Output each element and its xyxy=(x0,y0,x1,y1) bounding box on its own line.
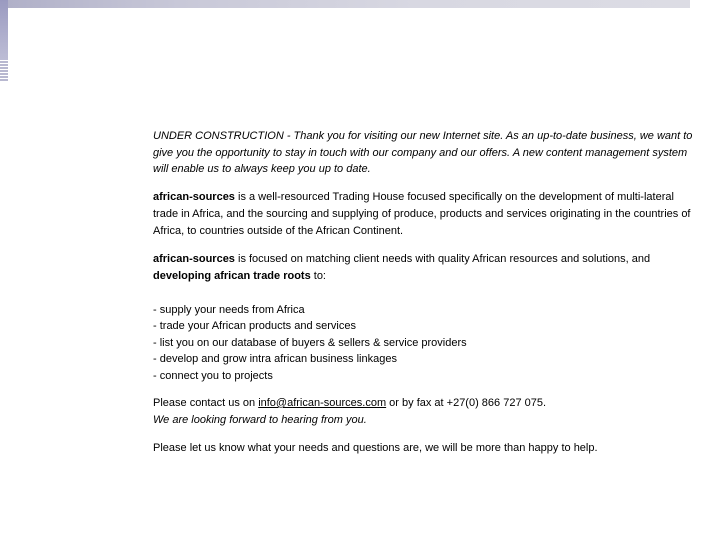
list-item: - develop and grow intra african business linkages xyxy=(153,353,397,365)
help-paragraph: Please let us know what your needs and questions are, we will be more than happy to help. xyxy=(153,442,598,454)
corner-notch xyxy=(8,8,12,12)
list-item: - supply your needs from Africa xyxy=(153,303,305,316)
construction-notice: UNDER CONSTRUCTION - Thank you for visiting our new Internet site. As an up-to-date business, we want to give you the opportunity to stay in touch with our company and our offers. A new content management system will enable us to always keep you up to date. xyxy=(153,130,693,175)
brand-name: african-sources xyxy=(153,190,235,203)
about-text: is a well-resourced Trading House focused specifically on the development of multi-lateral trade in Africa, and the sourcing and supplying of produce, products and services originating in the countries of Africa, to countries outside of the African Continent. xyxy=(153,190,691,237)
services-list xyxy=(153,302,693,385)
brand-name: african-sources xyxy=(153,252,235,265)
left-decorative-stripes xyxy=(0,60,8,81)
contact-text-before: Please contact us on xyxy=(153,397,259,409)
top-decorative-bar xyxy=(8,0,690,8)
contact-closing: We are looking forward to hearing from you. xyxy=(153,414,367,426)
main-content xyxy=(153,128,693,468)
list-item: - list you on our database of buyers & sellers & service providers xyxy=(153,336,467,349)
about-paragraph xyxy=(153,189,693,240)
email-link[interactable]: info@african-sources.com xyxy=(258,397,387,409)
focus-highlight: developing african trade roots xyxy=(153,269,311,282)
contact-text-after: or by fax at +27(0) 866 727 075. xyxy=(386,397,547,409)
focus-paragraph xyxy=(153,251,693,302)
focus-text-after: to: xyxy=(310,269,326,282)
contact-paragraph xyxy=(153,395,693,429)
list-item: - connect you to projects xyxy=(153,369,273,382)
focus-text-before: is focused on matching client needs with quality African resources and solutions, and xyxy=(234,252,651,265)
list-item: - trade your African products and services xyxy=(153,320,356,332)
